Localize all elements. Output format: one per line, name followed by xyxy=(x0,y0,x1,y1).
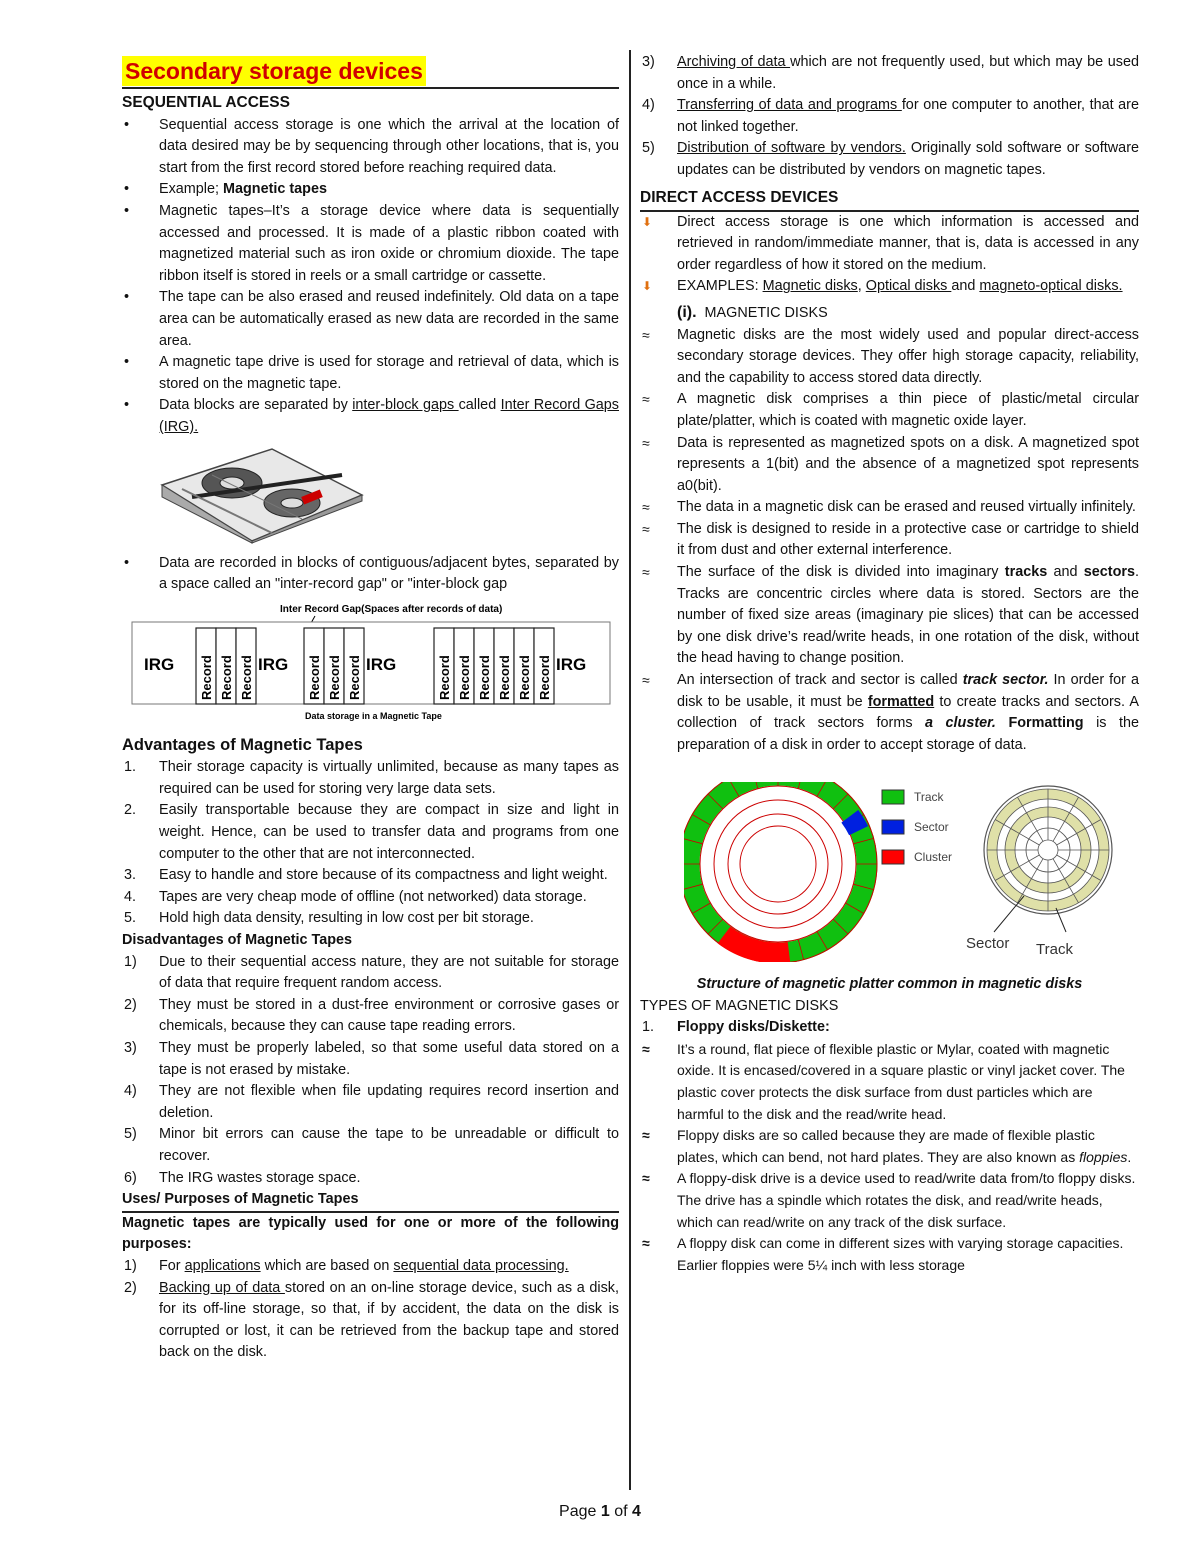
list-item: • A magnetic tape drive is used for storage and retrieval of data, which is stored on the magnetic tape. xyxy=(124,354,619,392)
irg-label: IRG xyxy=(556,654,587,674)
uses-list-continued xyxy=(640,52,1139,182)
list-item: 2) Backing up of data stored on an on-line storage device, such as a disk, for its off-line storage, so that, if by accident, the data on the disk is corrupted or lost, it can be retrieved from the backup tape and stored back on the disk. xyxy=(124,1279,619,1361)
list-item: • Data blocks are separated by inter-block gaps called Inter Record Gaps (IRG). xyxy=(124,397,619,435)
record-label: Record xyxy=(347,654,362,700)
direct-bullets xyxy=(640,212,1139,298)
record-label: Record xyxy=(497,654,512,700)
list-item: • Example; Magnetic tapes xyxy=(124,181,327,198)
page-label: Page xyxy=(559,1503,597,1520)
list-item: 1. Their storage capacity is virtually unlimited, because as many tapes as required can be used for storing very large data sets. xyxy=(124,759,619,797)
record-label: Record xyxy=(327,654,342,700)
list-item: 4) Transferring of data and programs for one computer to another, that are not linked together. xyxy=(642,97,1139,135)
list-item: 3) Archiving of data which are not frequently used, but which may be used once in a while. xyxy=(642,54,1139,92)
sequential-bullets-2 xyxy=(122,553,619,596)
list-item: ≈ It’s a round, flat piece of flexible plastic or Mylar, coated with magnetic oxide. It is encased/covered in a square plastic or vinyl jacket cover. The plastic cover protects the disk surface from dust particles which are harmful to the disk and the read/write head. xyxy=(642,1040,1125,1122)
page-total: 4 xyxy=(632,1503,641,1520)
list-item: ≈ The data in a magnetic disk can be erased and reused virtually infinitely. xyxy=(642,499,1136,516)
list-item: 3. Easy to handle and store because of its compactness and light weight. xyxy=(124,867,608,884)
title-block xyxy=(122,52,619,89)
platter-caption: Structure of magnetic platter common in magnetic disks xyxy=(696,976,1083,992)
irg-top-label: Inter Record Gap(Spaces after records of data) xyxy=(280,603,503,615)
platter-track-label: Track xyxy=(1036,941,1073,959)
record-label: Record xyxy=(239,654,254,700)
magnetic-disk-bullets xyxy=(640,325,1139,757)
disadvantages-list xyxy=(122,952,619,1190)
list-item: ⬇ EXAMPLES: Magnetic disks, Optical disks and magneto-optical disks. xyxy=(640,276,1139,298)
magnetic-disks-heading: (i). MAGNETIC DISKS xyxy=(677,303,828,321)
list-item: 4. Tapes are very cheap mode of offline (not networked) data storage. xyxy=(124,888,587,905)
legend-sector-label: Sector xyxy=(914,820,949,835)
record-label: Record xyxy=(219,654,234,700)
list-item: ≈ Floppy disks are so called because they are made of flexible plastic plates, which can bend, not hard plates. They are also known as floppies. xyxy=(642,1127,1132,1165)
record-label: Record xyxy=(199,654,214,700)
advantages-heading: Advantages of Magnetic Tapes xyxy=(122,736,363,755)
record-label: Record xyxy=(517,654,532,700)
list-item: 1) For applications which are based on sequential data processing. xyxy=(124,1257,569,1274)
floppy-bullets xyxy=(640,1039,1139,1277)
sequential-access-heading: SEQUENTIAL ACCESS xyxy=(122,93,290,111)
irg-diagram xyxy=(130,598,612,722)
list-item: 2) They must be stored in a dust-free environment or corrosive gases or chemicals, because they can cause tape reading errors. xyxy=(124,996,619,1035)
irg-bottom-label: Data storage in a Magnetic Tape xyxy=(305,710,442,721)
record-label: Record xyxy=(477,654,492,700)
list-item: • Magnetic tapes–It’s a storage device where data is sequentially accessed and processed. It is made of a plastic ribbon coated with magnetized material such as iron oxide or chromium dioxide. The tape ribbon itself is stored in reels or a small cartridge or cassette. xyxy=(124,202,619,284)
list-item: ≈ The disk is designed to reside in a protective case or cartridge to shield it from dust and other external interference. xyxy=(642,520,1139,559)
list-item: ≈ An intersection of track and sector is called track sector. In order for a disk to be usable, it must be formatted to create tracks and sectors. A collection of track sectors forms a cluster. Formatting is the preparation of a disk in order to accept storage of data. xyxy=(642,672,1139,753)
list-item: ≈ Magnetic disks are the most widely used and popular direct-access secondary storage devices. They offer high storage capacity, reliability, and the capability to access stored data directly. xyxy=(642,326,1139,386)
uses-heading: Uses/ Purposes of Magnetic Tapes xyxy=(122,1189,619,1213)
platter-right xyxy=(966,786,1112,958)
disadvantages-heading: Disadvantages of Magnetic Tapes xyxy=(122,932,353,949)
sequential-bullets xyxy=(122,115,619,439)
list-item: 5) Distribution of software by vendors. Originally sold software or software updates can be distributed by vendors on magnetic tapes. xyxy=(642,140,1139,178)
list-item: ≈ A magnetic disk comprises a thin piece of plastic/metal circular plate/platter, which is coated with magnetic oxide layer. xyxy=(642,391,1139,429)
advantages-list xyxy=(122,757,619,930)
platter-diagram xyxy=(684,782,1124,962)
column-divider xyxy=(629,50,631,1490)
record-label: Record xyxy=(307,654,322,700)
list-item: ⬇ Direct access storage is one which information is accessed and retrieved in random/immediate manner, that is, data is accessed in any order regardless of how it stored on the medium. xyxy=(642,213,1139,273)
list-item: ≈ Data is represented as magnetized spots on a disk. A magnetized spot represents a 1(bit) and the absence of a magnetized spot represents a0(bit). xyxy=(642,434,1139,494)
list-item: 4) They are not flexible when file updating requires record insertion and deletion. xyxy=(124,1083,619,1121)
right-column xyxy=(640,52,1139,1276)
uses-list xyxy=(122,1256,619,1364)
tape-cartridge-image xyxy=(152,445,619,545)
page-number: 1 xyxy=(600,1503,610,1520)
list-item: 2. Easily transportable because they are compact in size and light in weight. Hence, can be used to transfer data and programs from one computer to the other that are not interconnected. xyxy=(124,802,619,862)
irg-label: IRG xyxy=(366,654,397,674)
legend-track-swatch xyxy=(882,790,904,804)
list-item: 5) Minor bit errors can cause the tape to be unreadable or difficult to recover. xyxy=(124,1126,619,1164)
arrow-down-icon: ⬇ xyxy=(642,214,653,229)
list-item: • Data are recorded in blocks of contiguous/adjacent bytes, separated by a space called an "inter-record gap" or "inter-block gap xyxy=(124,554,619,593)
types-heading: TYPES OF MAGNETIC DISKS xyxy=(640,997,839,1014)
irg-label: IRG xyxy=(258,654,289,674)
list-item: 3) They must be properly labeled, so that some useful data stored on a tape is not erased by mistake. xyxy=(124,1040,619,1078)
platter-legend xyxy=(882,790,952,864)
list-item: 6) The IRG wastes storage space. xyxy=(124,1169,361,1186)
list-item: • The tape can be also erased and reused indefinitely. Old data on a tape area can be automatically erased as new data are recorded in the same area. xyxy=(124,289,619,349)
direct-access-heading: DIRECT ACCESS DEVICES xyxy=(640,186,1139,212)
list-item: 1) Due to their sequential access nature, they are not suitable for storage of data that require frequent random access. xyxy=(124,953,619,992)
sector-mark xyxy=(850,817,859,831)
list-item: ≈ A floppy disk can come in different sizes with varying storage capacities. Earlier floppies were 5¼ inch with less storage xyxy=(642,1235,1124,1273)
record-label: Record xyxy=(537,654,552,700)
legend-cluster-label: Cluster xyxy=(914,850,953,865)
tape-storage-diagram xyxy=(130,598,619,730)
list-item: ≈ A floppy-disk drive is a device used to read/write data from/to floppy disks. The drive has a spindle which rotates the disk, and read/write heads, which can read/write on any track of the disk surface. xyxy=(642,1170,1136,1230)
document-title: Secondary storage devices xyxy=(122,56,426,86)
tape-cartridge-illustration xyxy=(152,445,372,545)
uses-intro: Magnetic tapes are typically used for one or more of the following purposes: xyxy=(122,1214,619,1253)
list-item: 1. Floppy disks/Diskette: xyxy=(642,1019,830,1036)
list-item: 5. Hold high data density, resulting in low cost per bit storage. xyxy=(124,910,534,927)
arrow-down-icon: ⬇ xyxy=(642,279,653,294)
platter-sector-label: Sector xyxy=(966,935,1010,953)
list-item: • Sequential access storage is one which the arrival at the location of data desired may be by sequencing through other locations, that is, you start from the first record stored before reaching required data. xyxy=(124,116,619,176)
left-column xyxy=(122,52,619,1364)
list-item: ≈ The surface of the disk is divided into imaginary tracks and sectors. Tracks are concentric circles where data is stored. Sectors are the number of fixed size areas (imaginary pie slices) that can be accessed by one disk drive’s read/write heads, in one rotation of the disk, without the head having to change position. xyxy=(642,564,1139,667)
page-footer xyxy=(0,1503,1200,1521)
irg-label: IRG xyxy=(144,654,175,674)
record-label: Record xyxy=(437,654,452,700)
of-label: of xyxy=(614,1503,628,1520)
record-label: Record xyxy=(457,654,472,700)
legend-cluster-swatch xyxy=(882,850,904,864)
legend-track-label: Track xyxy=(914,790,944,805)
platter-figure xyxy=(684,782,1139,970)
legend-sector-swatch xyxy=(882,820,904,834)
types-list xyxy=(640,1017,1139,1039)
platter-left xyxy=(684,782,877,962)
